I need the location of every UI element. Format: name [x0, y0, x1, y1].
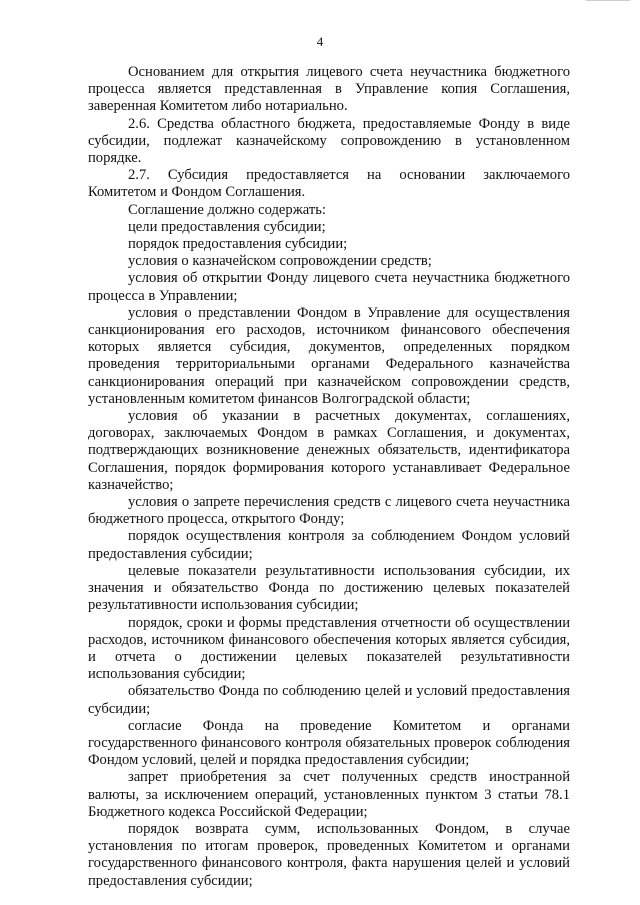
- list-item-transfer-ban: условия о запрете перечисления средств с лицевого счета неучастника бюджетного процесса, открытого Фонду;: [88, 494, 570, 528]
- list-item-reporting: порядок, сроки и формы представления отчетности об осуществлении расходов, источником финансового обеспечения которых является субсидия, и отчета о достижении целевых показателей результативности использования субсидии;: [88, 614, 570, 683]
- paragraph-2-7: 2.7. Субсидия предоставляется на основании заключаемого Комитетом и Фондом Соглашения.: [88, 167, 570, 201]
- list-item-account-opening: условия об открытии Фонду лицевого счета неучастника бюджетного процесса в Управлении;: [88, 270, 570, 304]
- list-item-target-indicators: целевые показатели результативности использования субсидии, их значения и обязательство Фонда по достижению целевых показателей результативности использования субсидии;: [88, 562, 570, 614]
- list-item-inspection-consent: согласие Фонда на проведение Комитетом и органами государственного финансового контроля обязательных проверок соблюдения Фондом условий, целей и порядка предоставления субсидии;: [88, 717, 570, 769]
- paragraph-agreement-contents: Соглашение должно содержать:: [128, 201, 326, 218]
- list-item-identifier: условия об указании в расчетных документах, соглашениях, договорах, заключаемых Фондом в рамках Соглашения, и документах, подтверждающих возникновение денежных обязательств, идентификатора Соглашения, порядок формирования которого устанавливает Федеральное казначейство;: [88, 408, 570, 493]
- document-body: [88, 64, 570, 890]
- scan-edge-mark: [586, 0, 630, 4]
- paragraph-account-basis: Основанием для открытия лицевого счета неучастника бюджетного процесса является представленная в Управление копия Соглашения, заверенная Комитетом либо нотариально.: [88, 64, 570, 115]
- list-item-documents-submission: условия о представлении Фондом в Управление для осуществления санкционирования его расходов, источником финансового обеспечения которых является субсидия, документов, определенных порядком проведения территориальными органами Федерального казначейства санкционирования операций при казначейском сопровождении средств, установленным комитетом финансов Волгоградской области;: [88, 304, 570, 407]
- list-item-refund: порядок возврата сумм, использованных Фондом, в случае установления по итогам проверок, проведенных Комитетом и органами государственного финансового контроля, факта нарушения целей и условий предоставления субсидии;: [88, 820, 570, 889]
- list-item-currency-ban: запрет приобретения за счет полученных средств иностранной валюты, за исключением операций, установленных пунктом 3 статьи 78.1 Бюджетного кодекса Российской Федерации;: [88, 769, 570, 820]
- list-item-goals: цели предоставления субсидии;: [128, 218, 326, 235]
- list-item-treasury-support: условия о казначейском сопровождении средств;: [128, 253, 432, 270]
- list-item-obligation: обязательство Фонда по соблюдению целей и условий предоставления субсидии;: [88, 683, 570, 717]
- paragraph-2-6: 2.6. Средства областного бюджета, предоставляемые Фонду в виде субсидии, подлежат казначейскому сопровождению в установленном порядке.: [88, 115, 570, 167]
- page-number: 4: [316, 34, 324, 49]
- list-item-control: порядок осуществления контроля за соблюдением Фондом условий предоставления субсидии;: [88, 528, 570, 562]
- list-item-procedure: порядок предоставления субсидии;: [128, 236, 348, 253]
